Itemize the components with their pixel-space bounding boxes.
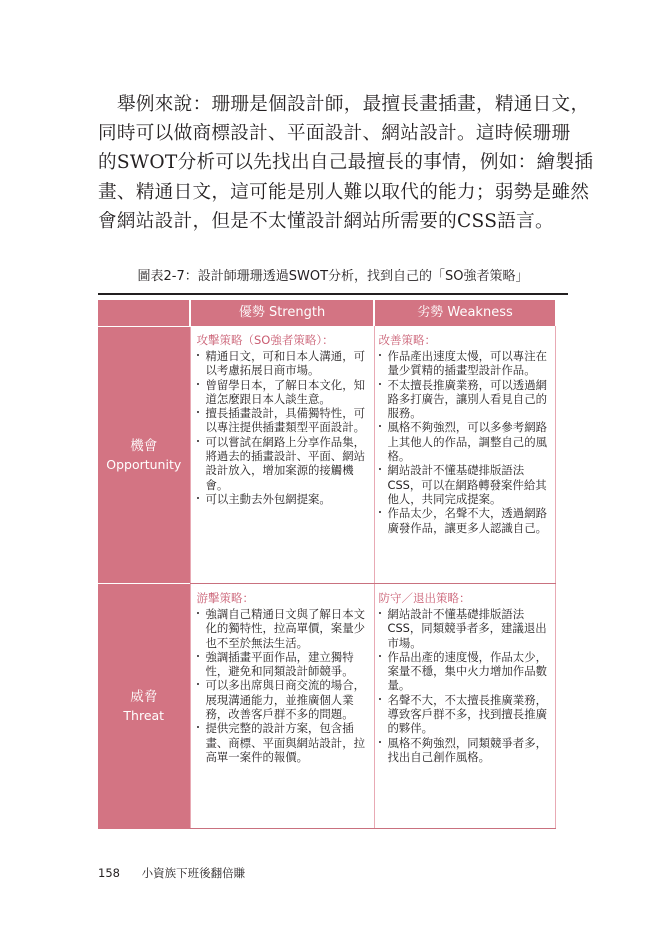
opportunity-header [98,326,190,584]
so-strategy-title: 攻擊策略（SO強者策略）： [196,333,334,347]
wo-strategy-title: 改善策略： [378,333,436,347]
threat-label-zh: 威脅 [130,689,158,706]
list-item: ・ 擅長插畫設計，具備獨特性，可以專注提供插畫類型平面設計。 [197,406,368,435]
list-item: ・ 網站設計不懂基礎排版語法CSS，可以在網路轉發案件給其他人，共同完成提案。 [379,463,549,506]
wo-strategy-list [379,349,549,535]
st-strategy-list [197,607,368,764]
caption-divider [98,293,568,295]
list-item: ・ 作品出產的速度慢，作品太少，案量不穩，集中火力增加作品數量。 [379,650,549,693]
threat-row [98,584,555,829]
page-footer [98,865,245,881]
list-item: ・ 可以嘗試在網路上分享作品集，將過去的插畫設計、平面、網站設計放入，增加案源的接觸機會。 [197,435,368,492]
paragraph-line: 的SWOT分析可以先找出自己最擅長的事情，例如：繪製插 [98,152,594,174]
list-item: ・ 強調插畫平面作品，建立獨特性，避免和同類設計師競爭。 [197,650,368,679]
list-item: ・ 可以主動去外包網提案。 [197,492,368,506]
opportunity-label-en: Opportunity [106,456,182,472]
list-item: ・ 可以多出席與日商交流的場合，展現溝通能力，並推廣個人業務，改善客戶群不多的問題。 [197,678,368,721]
wt-strategy-list [379,607,549,764]
header-row [98,300,555,326]
wo-strategy-cell [374,326,555,584]
list-item: ・ 風格不夠強烈，同類競爭者多，找出自己創作風格。 [379,736,549,765]
page-number: 158 [98,866,120,880]
st-strategy-title: 游擊策略： [196,591,254,605]
list-item: ・ 強調自己精通日文與了解日本文化的獨特性，拉高單價，案量少也不至於無法生活。 [197,607,368,650]
weakness-header: 劣勢 Weakness [374,300,555,326]
list-item: ・ 作品太少，名聲不大，透過網路廣發作品，讓更多人認識自己。 [379,506,549,535]
book-title: 小資族下班後翻倍賺 [141,866,246,880]
threat-header [98,584,190,829]
paragraph-line: 同時可以做商標設計、平面設計、網站設計。這時候珊珊 [98,123,571,145]
opportunity-label-zh: 機會 [130,437,158,454]
list-item: ・ 曾留學日本，了解日本文化，知道怎麼跟日本人談生意。 [197,378,368,407]
so-strategy-list [197,349,368,506]
list-item: ・ 名聲不大，不太擅長推廣業務，導致客戶群不多，找到擅長推廣的夥伴。 [379,693,549,736]
list-item: ・ 作品產出速度太慢，可以專注在量少質精的插畫型設計作品。 [379,349,549,378]
strength-header: 優勢 Strength [190,300,374,326]
paragraph-line: 畫、精通日文，這可能是別人難以取代的能力；弱勢是雖然 [98,181,590,203]
figure-caption: 圖表2-7：設計師珊珊透過SWOT分析，找到自己的「SO強者策略」 [137,269,529,284]
body-paragraph [98,90,594,236]
list-item: ・ 提供完整的設計方案，包含插畫、商標、平面與網站設計，拉高單一案件的報價。 [197,721,368,764]
list-item: ・ 精通日文，可和日本人溝通，可以考慮拓展日商市場。 [197,349,368,378]
list-item: ・ 不太擅長推廣業務，可以透過網路多打廣告，讓別人看見自己的服務。 [379,378,549,421]
so-strategy-cell [190,326,374,584]
swot-table [98,300,556,829]
list-item: ・ 網站設計不懂基礎排版語法CSS，同類競爭者多，建議退出市場。 [379,607,549,650]
opportunity-row [98,326,555,584]
list-item: ・ 風格不夠強烈，可以多參考網路上其他人的作品，調整自己的風格。 [379,420,549,463]
corner-cell [98,300,190,326]
wt-strategy-cell [374,584,555,829]
st-strategy-cell [190,584,374,829]
wt-strategy-title: 防守／退出策略： [378,591,471,605]
paragraph-line: 會網站設計，但是不太懂設計網站所需要的CSS語言。 [98,210,554,232]
paragraph-line: 舉例來說：珊珊是個設計師，最擅長畫插畫，精通日文， [117,94,590,115]
threat-label-en: Threat [123,708,165,724]
